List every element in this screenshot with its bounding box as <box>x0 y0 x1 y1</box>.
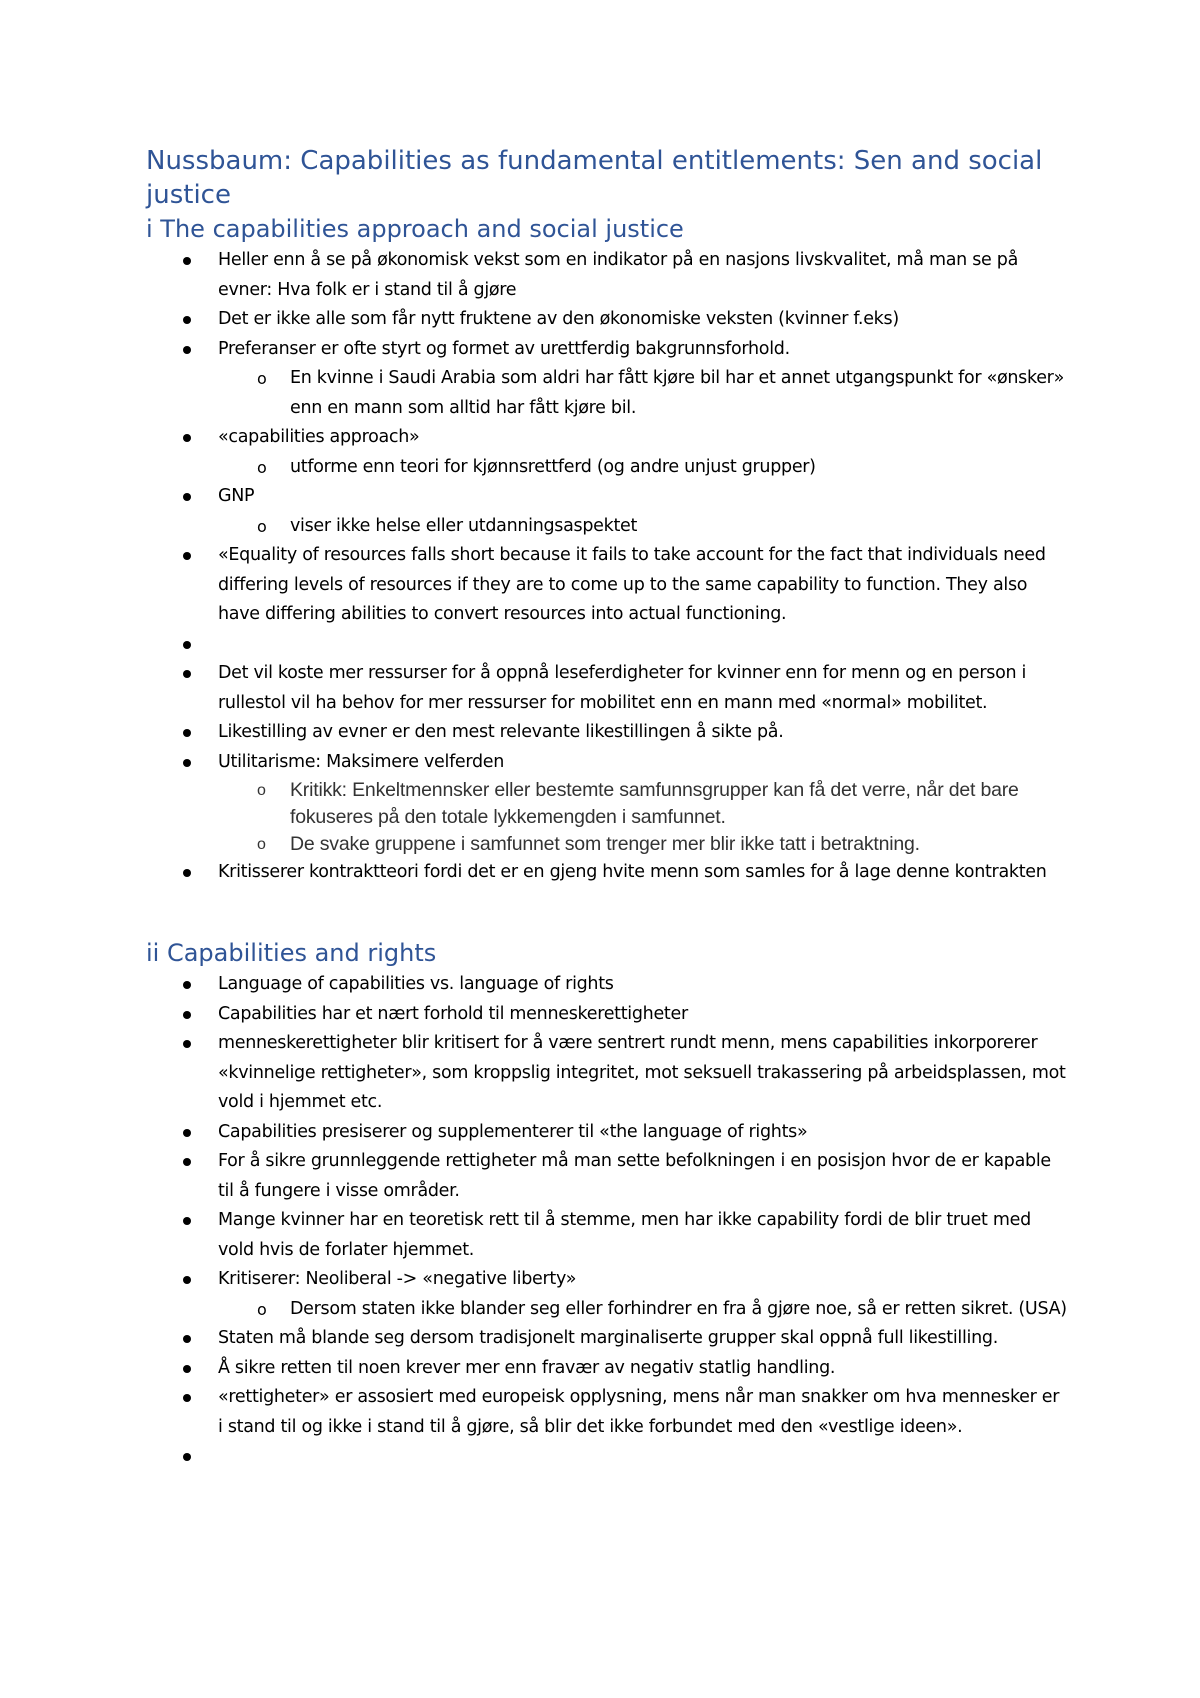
bullet-icon <box>183 981 191 989</box>
bullet-icon <box>183 869 191 877</box>
sub-list-item: o De svake gruppene i samfunnet som trenger mer blir ikke tatt i betraktning. <box>0 831 1068 858</box>
sub-list-item: o viser ikke helse eller utdanningsaspektet <box>0 512 1068 542</box>
sub-bullet-icon: o <box>257 782 266 799</box>
bullet-icon <box>183 1394 191 1402</box>
bullet-icon <box>183 1129 191 1137</box>
list-item: GNP <box>0 482 1068 512</box>
sub-bullet-icon: o <box>257 516 267 536</box>
list-item: Language of capabilities vs. language of rights <box>0 970 1068 1000</box>
list-item: For å sikre grunnleggende rettigheter må man sette befolkningen i en posisjon hvor de er kapable til å fungere i visse områder. <box>0 1147 1068 1206</box>
bullet-icon <box>183 346 191 354</box>
bullet-icon <box>183 552 191 560</box>
list-item: Capabilities har et nært forhold til menneskerettigheter <box>0 1000 1068 1030</box>
sub-bullet-icon: o <box>257 457 267 477</box>
list-item: Capabilities presiserer og supplementerer til «the language of rights» <box>0 1118 1068 1148</box>
bullet-icon <box>183 729 191 737</box>
list-item: «rettigheter» er assosiert med europeisk opplysning, mens når man snakker om hva mennesker er i stand til og ikke i stand til å gjøre, så blir det ikke forbundet med den «vestlige ideen». <box>0 1383 1068 1442</box>
list-item: Utilitarisme: Maksimere velferden <box>0 748 1068 778</box>
sub-bullet-icon: o <box>257 369 267 388</box>
bullet-icon <box>183 1365 191 1373</box>
sub-list-item: o Dersom staten ikke blander seg eller forhindrer en fra å gjøre noe, så er retten sikret. (USA) <box>0 1295 1068 1325</box>
section-heading-1: i The capabilities approach and social justice <box>146 215 684 243</box>
list-item: Mange kvinner har en teoretisk rett til å stemme, men har ikke capability fordi de blir truet med vold hvis de forlater hjemmet. <box>0 1206 1068 1265</box>
bullet-icon <box>183 257 191 265</box>
section-heading-2: ii Capabilities and rights <box>146 939 437 967</box>
list-item: Likestilling av evner er den mest relevante likestillingen å sikte på. <box>0 718 1068 748</box>
section-1-list <box>0 246 1200 888</box>
empty-list-item <box>0 630 1068 660</box>
list-item: menneskerettigheter blir kritisert for å være sentrert rundt menn, mens capabilities inkorporerer «kvinnelige rettigheter», som kroppslig integritet, mot seksuell trakassering på arbeidsplassen, mot vold i hjemmet etc. <box>0 1029 1068 1118</box>
sub-bullet-icon: o <box>257 1299 267 1319</box>
bullet-icon <box>183 1158 191 1166</box>
bullet-icon <box>183 641 191 649</box>
bullet-icon <box>183 316 191 324</box>
bullet-icon <box>183 1453 191 1461</box>
empty-list-item <box>0 1442 1068 1472</box>
list-item: «Equality of resources falls short because it fails to take account for the fact that individuals need differing levels of resources if they are to come up to the same capability to function. They also have differing abilities to convert resources into actual functioning. <box>0 541 1068 630</box>
bullet-icon <box>183 1217 191 1225</box>
list-item: Kritiserer: Neoliberal -> «negative liberty» <box>0 1265 1068 1295</box>
bullet-icon <box>183 1276 191 1284</box>
list-item: Det vil koste mer ressurser for å oppnå leseferdigheter for kvinner enn for menn og en person i rullestol vil ha behov for mer ressurser for mobilitet enn en mann med «normal» mobilitet. <box>0 659 1068 718</box>
bullet-icon <box>183 1335 191 1343</box>
list-item: Kritisserer kontraktteori fordi det er en gjeng hvite menn som samles for å lage denne kontrakten <box>0 858 1068 888</box>
list-item: Staten må blande seg dersom tradisjonelt marginaliserte grupper skal oppnå full likestilling. <box>0 1324 1068 1354</box>
bullet-icon <box>183 493 191 501</box>
list-item: Preferanser er ofte styrt og formet av urettferdig bakgrunnsforhold. <box>0 335 1068 365</box>
bullet-icon <box>183 1011 191 1019</box>
section-2-list <box>0 970 1200 1472</box>
bullet-icon <box>183 1040 191 1048</box>
bullet-icon <box>183 759 191 767</box>
list-item: Det er ikke alle som får nytt fruktene av den økonomiske veksten (kvinner f.eks) <box>0 305 1068 335</box>
list-item: «capabilities approach» <box>0 423 1068 453</box>
bullet-icon <box>183 434 191 442</box>
sub-list-item: o En kvinne i Saudi Arabia som aldri har fått kjøre bil har et annet utgangspunkt for «ønsker» enn en mann som alltid har fått kjøre bil. <box>0 364 1068 423</box>
list-item: Å sikre retten til noen krever mer enn fravær av negativ statlig handling. <box>0 1354 1068 1384</box>
document-title: Nussbaum: Capabilities as fundamental entitlements: Sen and social justice <box>146 146 1043 210</box>
sub-bullet-icon: o <box>257 836 266 853</box>
bullet-icon <box>183 670 191 678</box>
sub-list-item: o Kritikk: Enkeltmennsker eller bestemte samfunnsgrupper kan få det verre, når det bare fokuseres på den totale lykkemengden i samfunnet. <box>257 779 1019 828</box>
sub-list-item: o utforme enn teori for kjønnsrettferd (og andre unjust grupper) <box>0 453 1068 483</box>
list-item: Heller enn å se på økonomisk vekst som en indikator på en nasjons livskvalitet, må man se på evner: Hva folk er i stand til å gjøre <box>0 246 1068 305</box>
